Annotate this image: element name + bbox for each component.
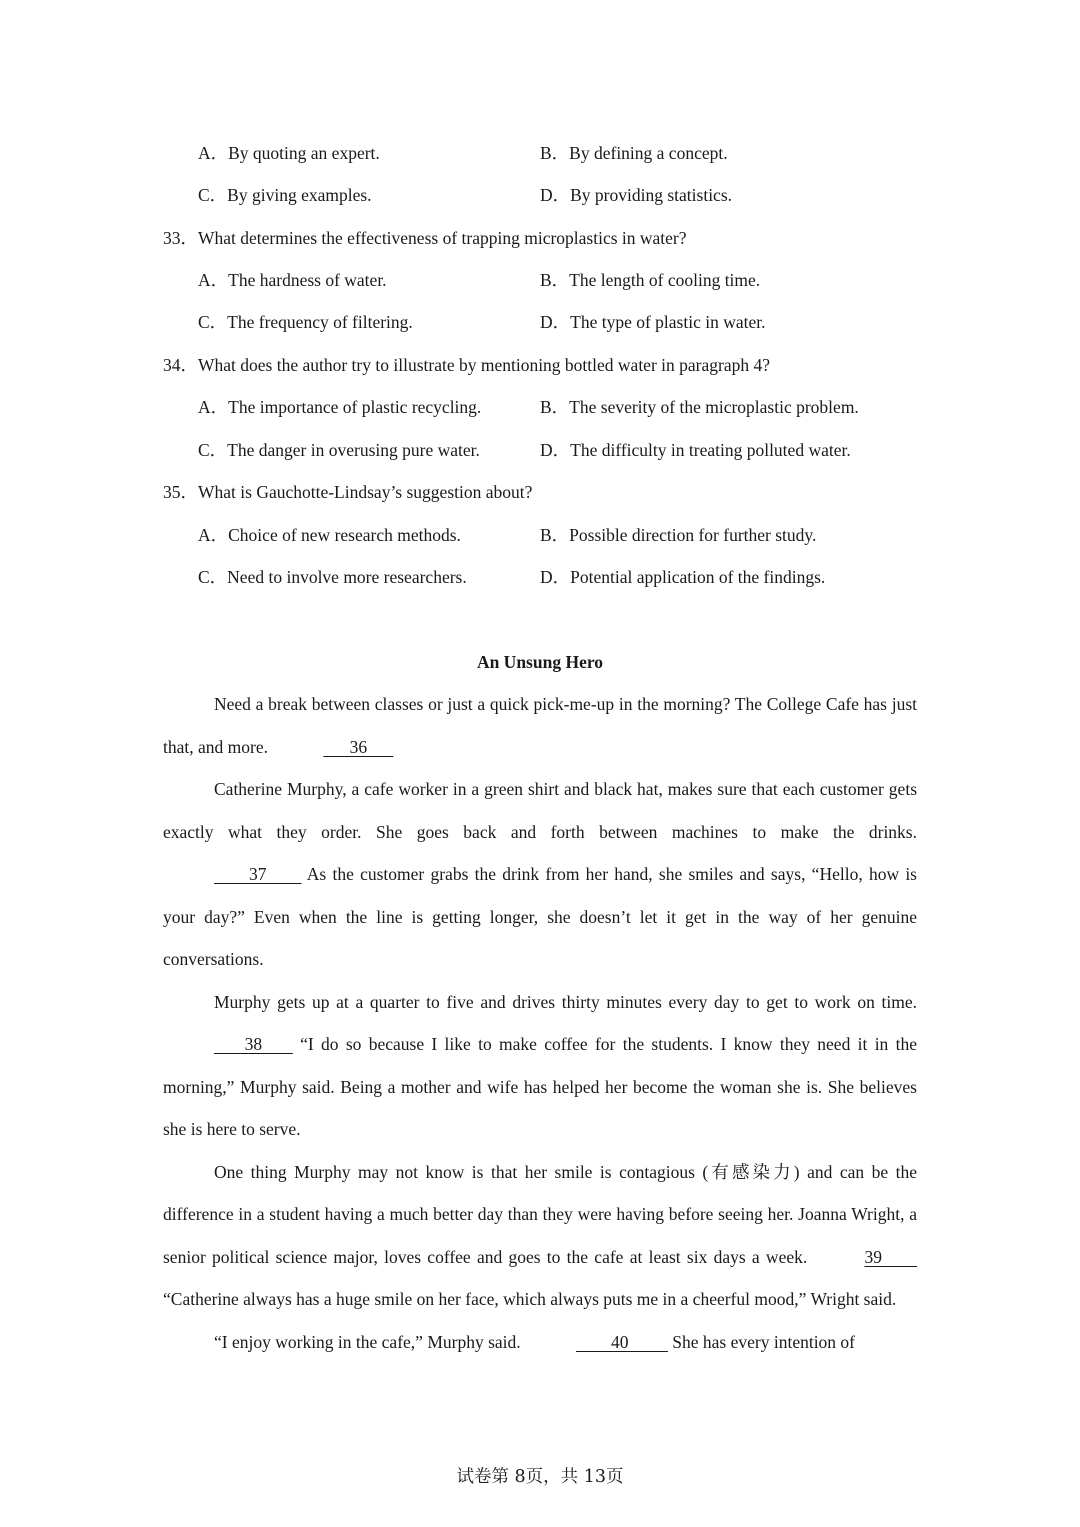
paragraph-4-text-b: “Catherine always has a huge smile on her face, which always puts me in a cheerful mood,” Wright said. <box>163 1289 897 1309</box>
q34-option-c: C．The danger in overusing pure water. <box>198 440 480 460</box>
page-footer: 试卷第 8页，共 13页 <box>456 1467 624 1487</box>
paragraph-3-text-b: “I do so because I like to make coffee for the students. I know they need it in the morning,” Murphy said. Being a mother and wife has helped her become the woman she is. She believes she is here to serve. <box>163 1034 918 1139</box>
q35-stem: 35．What is Gauchotte-Lindsay’s suggestion about? <box>163 482 533 502</box>
blank-37: 37 <box>214 864 302 884</box>
q34-options-row-2 <box>198 435 958 465</box>
q35-option-a: A．Choice of new research methods. <box>198 525 461 545</box>
paragraph-3-text-a: Murphy gets up at a quarter to five and drives thirty minutes every day to get to work on time. <box>214 991 917 1012</box>
q32-option-b: B．By defining a concept. <box>540 143 728 163</box>
q32-option-d: D．By providing statistics. <box>540 185 733 205</box>
q34-options-row-1 <box>198 392 958 422</box>
q35-option-c: C．Need to involve more researchers. <box>198 567 467 587</box>
q32-option-c: C．By giving examples. <box>198 185 372 205</box>
paragraph-3 <box>163 981 917 1151</box>
q35-options-row-1 <box>198 520 958 550</box>
paragraph-4 <box>163 1151 917 1321</box>
q33-options-row-1 <box>198 265 958 295</box>
q33-option-a: A．The hardness of water. <box>198 270 387 290</box>
q34-option-a: A．The importance of plastic recycling. <box>198 397 482 417</box>
q33-options-row-2 <box>198 307 958 337</box>
blank-36: 36 <box>323 736 394 757</box>
blank-38: 38 <box>214 1034 293 1054</box>
passage-title: An Unsung Hero <box>476 652 604 672</box>
q32-options-row-1 <box>198 138 958 168</box>
q34-option-d: D．The difficulty in treating polluted water. <box>540 440 851 460</box>
paragraph-1 <box>163 683 917 768</box>
blank-39: 39 <box>864 1246 917 1267</box>
q34-stem: 34．What does the author try to illustrate by mentioning bottled water in paragraph 4? <box>163 355 770 375</box>
passage-body <box>163 683 917 1363</box>
paragraph-2-text-b: As the customer grabs the drink from her hand, she smiles and says, “Hello, how is your day?” Even when the line is getting longer, she doesn’t let it get in the way of her genuine conversations. <box>163 864 917 969</box>
q35-option-b: B．Possible direction for further study. <box>540 525 817 545</box>
q33-option-d: D．The type of plastic in water. <box>540 312 766 332</box>
q32-option-a: A．By quoting an expert. <box>198 143 380 163</box>
paragraph-2 <box>163 768 917 981</box>
paragraph-1-text: Need a break between classes or just a quick pick-me-up in the morning? The College Cafe has just that, and more. <box>163 694 917 757</box>
q33-stem: 33．What determines the effectiveness of trapping microplastics in water? <box>163 228 687 248</box>
q33-option-b: B．The length of cooling time. <box>540 270 761 290</box>
q33-option-c: C．The frequency of filtering. <box>198 312 413 332</box>
q35-options-row-2 <box>198 562 958 592</box>
paragraph-5 <box>163 1321 917 1364</box>
q32-options-row-2 <box>198 180 958 210</box>
q34-option-b: B．The severity of the microplastic problem. <box>540 397 859 417</box>
paragraph-5-text-b: She has every intention of <box>672 1331 856 1352</box>
paragraph-5-text-a: “I enjoy working in the cafe,” Murphy said. <box>214 1331 521 1352</box>
blank-40: 40 <box>576 1331 668 1352</box>
paragraph-2-text-a: Catherine Murphy, a cafe worker in a green shirt and black hat, makes sure that each customer gets exactly what they order. She goes back and forth between machines to make the drinks. <box>163 779 917 842</box>
paragraph-4-text-a: One thing Murphy may not know is that her smile is contagious (有感染力) and can be the difference in a student having a much better day than they were having before seeing her. Joanna Wright, a senior political science major, loves coffee and goes to the cafe at least six days a week. <box>163 1161 917 1267</box>
q35-option-d: D．Potential application of the findings. <box>540 567 826 587</box>
